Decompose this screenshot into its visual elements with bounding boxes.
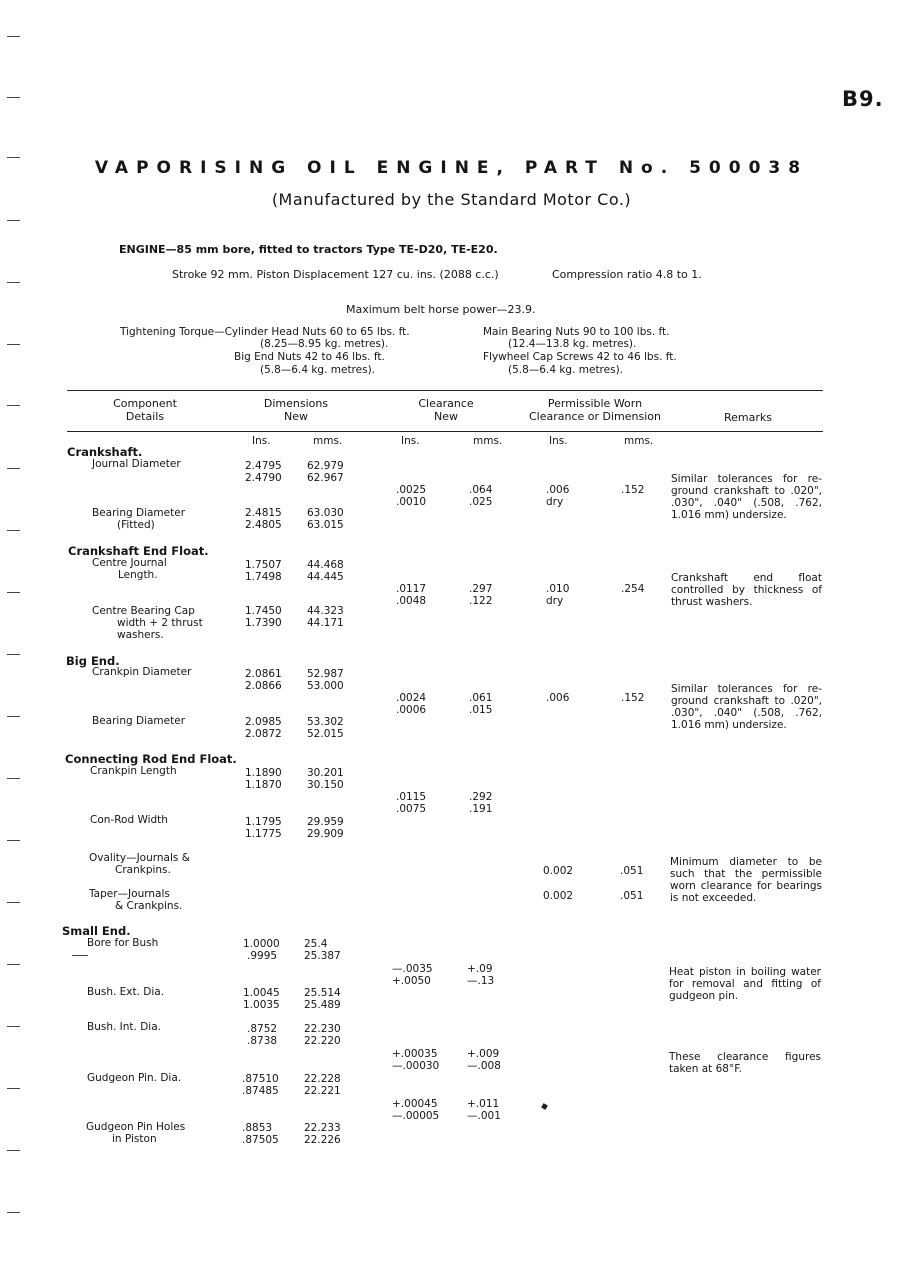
cell-clearance-mms: +.009 [467, 1048, 500, 1060]
cell-clearance-mms: —.13 [467, 975, 495, 987]
cell-ins: 2.0872 [245, 728, 282, 740]
section-crankshaft: Crankshaft. [67, 445, 143, 459]
torque-cylinder-head-metric: (8.25—8.95 kg. metres). [260, 338, 389, 350]
cell-clearance-mms: .292 [469, 791, 493, 803]
unit-ins-dim: Ins. [252, 435, 271, 447]
row-label: (Fitted) [117, 519, 155, 531]
cell-ins: 1.1890 [245, 767, 282, 779]
cell-mms: 30.150 [307, 779, 344, 791]
row-label: Bore for Bush [87, 937, 159, 949]
page-number: B9. [842, 87, 884, 111]
cell-mms: 29.909 [307, 828, 344, 840]
remark-small-end: Heat piston in boiling water for removal and fitting of gudgeon pin. [669, 966, 821, 1002]
cell-worn-mms: .051 [620, 890, 644, 902]
cell-mms: 25.387 [304, 950, 341, 962]
section-big-end: Big End. [66, 654, 120, 668]
cell-mms: 63.015 [307, 519, 344, 531]
cell-ins: 1.1870 [245, 779, 282, 791]
row-label: Crankpin Length [90, 765, 177, 777]
cell-clearance-mms: .025 [469, 496, 493, 508]
row-label: Journal Diameter [92, 458, 181, 470]
cell-mms: 22.220 [304, 1035, 341, 1047]
unit-ins-worn: Ins. [549, 435, 568, 447]
row-label: washers. [117, 629, 164, 641]
torque-big-end-metric: (5.8—6.4 kg. metres). [260, 364, 376, 376]
table-top-rule [67, 390, 823, 391]
cell-mms: 22.233 [304, 1122, 341, 1134]
cell-clearance-mms: .191 [469, 803, 493, 815]
section-conrod-float: Connecting Rod End Float. [65, 752, 237, 766]
remark-ovality: Minimum diameter to be such that the permissible worn clearance for bearings is not exceeded. [670, 856, 822, 904]
unit-mms-worn: mms. [624, 435, 654, 447]
stroke-spec: Stroke 92 mm. Piston Displacement 127 cu. ins. (2088 c.c.) [172, 268, 499, 281]
cell-mms: 53.000 [307, 680, 344, 692]
ink-speck [72, 955, 88, 956]
max-horse-power: Maximum belt horse power—23.9. [346, 303, 536, 316]
cell-ins: 2.0861 [245, 668, 282, 680]
unit-ins-clearance: Ins. [401, 435, 420, 447]
cell-ins: .8853 [242, 1122, 273, 1134]
header-dimensions-line1: Dimensions [263, 397, 329, 410]
cell-mms: 25.514 [304, 987, 341, 999]
cell-ins: 1.0035 [243, 999, 280, 1011]
cell-mms: 63.030 [307, 507, 344, 519]
cell-worn-ins: .006 [546, 484, 570, 496]
cell-ins: 1.7498 [245, 571, 282, 583]
engine-spec: ENGINE—85 mm bore, fitted to tractors Type TE-D20, TE-E20. [119, 243, 498, 256]
cell-mms: 52.015 [307, 728, 344, 740]
remark-big-end: Similar tolerances for re-ground crankshaft to .020", .030", .040" (.508, .762, 1.016 mm) undersize. [671, 683, 822, 731]
cell-mms: 62.979 [307, 460, 344, 472]
cell-mms: 22.226 [304, 1134, 341, 1146]
cell-clearance-ins: +.00035 [392, 1048, 438, 1060]
remark-gudgeon: These clearance figures taken at 68°F. [669, 1051, 821, 1075]
cell-worn-ins: .006 [546, 692, 570, 704]
header-clearance-line2: New [434, 410, 458, 423]
header-worn-line1: Permissible Worn [547, 397, 643, 410]
row-label: Centre Bearing Cap [92, 605, 195, 617]
cell-clearance-ins: .0075 [396, 803, 427, 815]
cell-ins: 1.0000 [243, 938, 280, 950]
table-header-rule [67, 431, 823, 432]
torque-main-bearing-metric: (12.4—13.8 kg. metres). [508, 338, 637, 350]
header-component [95, 397, 195, 423]
torque-cylinder-head: Tightening Torque—Cylinder Head Nuts 60 to 65 lbs. ft. [120, 326, 410, 338]
cell-clearance-ins: —.00005 [392, 1110, 440, 1122]
cell-ins: .87505 [242, 1134, 279, 1146]
header-worn [520, 397, 670, 423]
page-title: VAPORISING OIL ENGINE, PART No. 500038 [94, 158, 809, 178]
header-component-line2: Details [125, 410, 165, 423]
cell-ins: 2.4805 [245, 519, 282, 531]
cell-ins: .9995 [247, 950, 278, 962]
cell-clearance-mms: +.011 [467, 1098, 500, 1110]
cell-ins: 2.4795 [245, 460, 282, 472]
cell-worn-mms: .152 [621, 692, 645, 704]
cell-clearance-mms: .122 [469, 595, 493, 607]
cell-clearance-mms: .297 [469, 583, 493, 595]
cell-ins: 1.0045 [243, 987, 280, 999]
cell-clearance-mms: .064 [469, 484, 493, 496]
cell-clearance-mms: —.008 [467, 1060, 501, 1072]
row-label: Gudgeon Pin Holes [86, 1121, 186, 1133]
cell-worn-ins: dry [546, 595, 564, 607]
cell-clearance-mms: —.001 [467, 1110, 501, 1122]
cell-mms: 22.230 [304, 1023, 341, 1035]
page-subtitle: (Manufactured by the Standard Motor Co.) [271, 190, 632, 209]
row-label: Taper—Journals [89, 888, 170, 900]
cell-worn-ins: 0.002 [543, 865, 574, 877]
cell-clearance-ins: —.0035 [392, 963, 433, 975]
cell-clearance-ins: .0048 [396, 595, 427, 607]
cell-ins: 2.4815 [245, 507, 282, 519]
cell-mms: 44.171 [307, 617, 344, 629]
cell-clearance-ins: +.0050 [392, 975, 431, 987]
ink-speck [541, 1103, 548, 1110]
cell-clearance-mms: .061 [469, 692, 493, 704]
header-remarks: Remarks [724, 411, 772, 424]
cell-clearance-ins: .0025 [396, 484, 427, 496]
unit-mms-dim: mms. [313, 435, 343, 447]
cell-worn-mms: .051 [620, 865, 644, 877]
unit-mms-clearance: mms. [473, 435, 503, 447]
cell-ins: 1.1775 [245, 828, 282, 840]
cell-clearance-ins: .0024 [396, 692, 427, 704]
cell-ins: 2.0866 [245, 680, 282, 692]
row-label: & Crankpins. [115, 900, 183, 912]
cell-mms: 44.445 [307, 571, 344, 583]
row-label: Crankpins. [115, 864, 171, 876]
row-label: Bush. Ext. Dia. [87, 986, 165, 998]
cell-mms: 44.323 [307, 605, 344, 617]
header-dimensions-line2: New [284, 410, 308, 423]
cell-mms: 22.228 [304, 1073, 341, 1085]
torque-flywheel-metric: (5.8—6.4 kg. metres). [508, 364, 624, 376]
cell-mms: 25.4 [304, 938, 328, 950]
cell-mms: 25.489 [304, 999, 341, 1011]
cell-ins: .8738 [247, 1035, 278, 1047]
cell-ins: .8752 [247, 1023, 278, 1035]
header-worn-line2: Clearance or Dimension [528, 410, 661, 423]
torque-flywheel: Flywheel Cap Screws 42 to 46 lbs. ft. [483, 351, 677, 363]
cell-clearance-mms: +.09 [467, 963, 493, 975]
row-label: Gudgeon Pin. Dia. [87, 1072, 182, 1084]
cell-worn-mms: .254 [621, 583, 645, 595]
cell-ins: 2.4790 [245, 472, 282, 484]
cell-mms: 52.987 [307, 668, 344, 680]
cell-clearance-ins: .0010 [396, 496, 427, 508]
cell-mms: 29.959 [307, 816, 344, 828]
cell-worn-mms: .152 [621, 484, 645, 496]
row-label: Ovality—Journals & [89, 852, 190, 864]
torque-big-end: Big End Nuts 42 to 46 lbs. ft. [234, 351, 385, 363]
cell-ins: .87485 [242, 1085, 279, 1097]
cell-clearance-ins: +.00045 [392, 1098, 438, 1110]
remark-crankshaft: Similar tolerances for re-ground crankshaft to .020", .030", .040" (.508, .762, 1.016 mm) undersize. [671, 473, 822, 521]
cell-mms: 62.967 [307, 472, 344, 484]
row-label: Con-Rod Width [90, 814, 168, 826]
cell-ins: 2.0985 [245, 716, 282, 728]
header-clearance-line1: Clearance [418, 397, 474, 410]
cell-worn-ins: dry [546, 496, 564, 508]
compression-ratio: Compression ratio 4.8 to 1. [552, 268, 702, 281]
row-label: Length. [118, 569, 158, 581]
header-clearance [396, 397, 496, 423]
cell-mms: 53.302 [307, 716, 344, 728]
row-label: Bush. Int. Dia. [87, 1021, 161, 1033]
cell-ins: 1.1795 [245, 816, 282, 828]
section-small-end: Small End. [62, 924, 131, 938]
cell-clearance-ins: .0117 [396, 583, 427, 595]
header-dimensions [246, 397, 346, 423]
row-label: Bearing Diameter [92, 715, 186, 727]
row-label: width + 2 thrust [117, 617, 203, 629]
row-label: Bearing Diameter [92, 507, 186, 519]
cell-mms: 22.221 [304, 1085, 341, 1097]
section-end-float: Crankshaft End Float. [68, 544, 209, 558]
header-component-line1: Component [113, 397, 177, 410]
row-label: Crankpin Diameter [92, 666, 192, 678]
cell-clearance-ins: .0006 [396, 704, 427, 716]
row-label: in Piston [112, 1133, 157, 1145]
remark-end-float: Crankshaft end float controlled by thickness of thrust washers. [671, 572, 822, 608]
cell-mms: 44.468 [307, 559, 344, 571]
row-label: Centre Journal [92, 557, 167, 569]
cell-ins: 1.7390 [245, 617, 282, 629]
cell-worn-ins: 0.002 [543, 890, 574, 902]
cell-worn-ins: .010 [546, 583, 570, 595]
cell-mms: 30.201 [307, 767, 344, 779]
cell-ins: 1.7450 [245, 605, 282, 617]
cell-ins: 1.7507 [245, 559, 282, 571]
cell-ins: .87510 [242, 1073, 279, 1085]
cell-clearance-ins: —.00030 [392, 1060, 440, 1072]
cell-clearance-mms: .015 [469, 704, 493, 716]
cell-clearance-ins: .0115 [396, 791, 427, 803]
torque-main-bearing: Main Bearing Nuts 90 to 100 lbs. ft. [483, 326, 670, 338]
